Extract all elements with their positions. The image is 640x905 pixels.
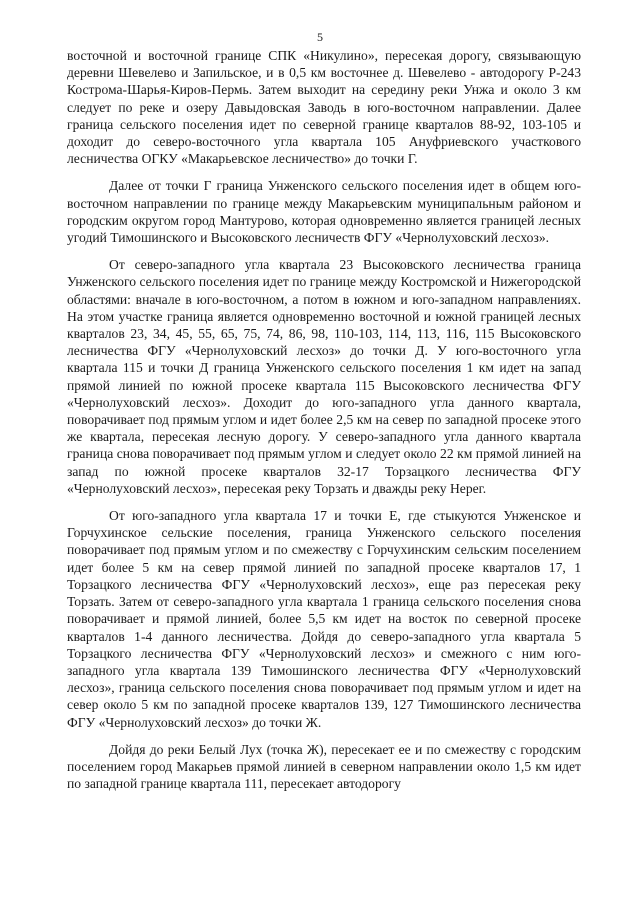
document-body [67,47,581,792]
paragraph: От северо-западного угла квартала 23 Высоковского лесничества граница Унженского сельского поселения идет по границе между Костромской и Нижегородской областями: вначале в юго-восточном, а потом в южном и юго-западном направлениях. На этом участке граница является одновременно восточной и южной границей лесных кварталов 23, 34, 45, 55, 65, 75, 74, 86, 98, 110-103, 114, 113, 116, 115 Высоковского лесничества ФГУ «Чернолуховский лесхоз» до точки Д. У юго-восточного угла квартала 115 и точки Д граница Унженского сельского поселения 1 км идет на запад прямой линией по южной просеке квартала 115 Высоковского лесничества ФГУ «Чернолуховский лесхоз». Доходит до юго-западного угла данного квартала, поворачивает под прямым углом и идет более 2,5 км на север по западной просеке этого же квартала, пересекая лесную дорогу. У северо-западного угла данного квартала граница снова поворачивает под прямым углом и следует около 22 км прямой линией на запад по южной просеке кварталов 32-17 Торзацкого лесничества ФГУ «Чернолуховский лесхоз», пересекая реку Торзать и дважды реку Нерег. [67,257,581,496]
paragraph-continued: восточной и восточной границе СПК «Никулино», пересекая дорогу, связывающую деревни Шевелево и Запильское, и в 0,5 км восточнее д. Шевелево - автодорогу Р-243 Кострома-Шарья-Киров-Пермь. Затем выходит на середину реки Унжа и около 3 км следует по реке и озеру Давыдовская Заводь в юго-восточном направлении. Далее граница сельского поселения идет по северной границе кварталов 88-92, 103-105 и доходит до северо-восточного угла квартала 105 Ануфриевского участкового лесничества ОГКУ «Макарьевское лесничество» до точки Г. [67,48,581,167]
page-number: 5 [317,30,323,44]
paragraph: Дойдя до реки Белый Лух (точка Ж), пересекает ее и по смежеству с городским поселением город Макарьев прямой линией в северном направлении около 1,5 км идет по западной границе квартала 111, пересекает автодорогу [67,741,581,792]
paragraph: Далее от точки Г граница Унженского сельского поселения идет в общем юго-восточном направлении по границе между Макарьевским муниципальным районом и городским округом город Мантурово, которая одновременно является границей лесных угодий Тимошинского и Высоковского лесничеств ФГУ «Чернолуховский лесхоз». [67,178,581,246]
paragraph: От юго-западного угла квартала 17 и точки Е, где стыкуются Унженское и Горчухинское сельские поселения, граница Унженского сельского поселения поворачивает под прямым углом и по смежеству с Горчухинским сельским поселением идет более 5 км на север прямой линией по западной просеке кварталов 17, 1 Торзацкого лесничества ФГУ «Чернолуховский лесхоз», еще раз пересекая реку Торзать. Затем от северо-западного угла квартала 1 граница сельского поселения снова поворачивает и прямой линией, более 5,5 км идет на восток по северной просеке кварталов 1-4 данного лесничества. Дойдя до северо-западного угла квартала 5 Торзацкого лесничества ФГУ «Чернолуховский лесхоз» и смежного с ним юго-западного угла квартала 139 Тимошинского лесничества ФГУ «Чернолуховский лесхоз», граница сельского поселения снова поворачивает под прямым углом и идет на север около 5 км по западной просеке кварталов 139, 127 Тимошинского лесничества ФГУ «Чернолуховский лесхоз» до точки Ж. [67,508,581,730]
